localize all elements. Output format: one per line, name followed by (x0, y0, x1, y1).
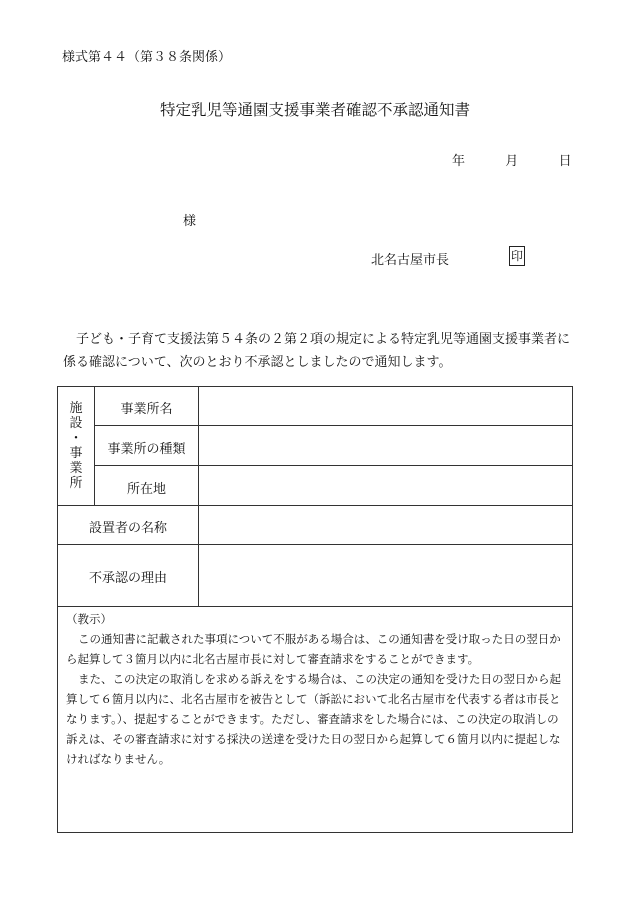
group-char: 業 (69, 461, 83, 476)
facility-office-group-label (58, 387, 94, 505)
row-divider (58, 606, 573, 607)
seal-mark: 印 (509, 246, 525, 266)
form-number: 様式第４４（第３８条関係） (62, 50, 232, 65)
label-divider (198, 387, 199, 606)
year-label: 年 (452, 154, 466, 169)
group-char: 所 (69, 476, 83, 491)
group-char: 設 (69, 416, 83, 431)
location-label: 所在地 (126, 482, 166, 497)
notice-paragraph: また、この決定の取消しを求める訴えをする場合は、この決定の通知を受けた日の翌日から起算して６箇月以内に、北名古屋市を被告として（訴訟において北名古屋市を代表する者は市長となります。）、提起することができます。ただし、審査請求をした場合には、この決定の取消しの訴えは、その審査請求に対する採決の送達を受けた日の翌日から起算して６箇月以内に提起しなければなりません。 (66, 672, 561, 766)
establisher-name-label: 設置者の名称 (88, 521, 167, 536)
document-title: 特定乳児等通園支援事業者確認不承認通知書 (159, 101, 470, 119)
notice-paragraph: この通知書に記載された事項について不服がある場合は、この通知書を受け取った日の翌日から起算して３箇月以内に北名古屋市長に対して審査請求をすることができます。 (66, 632, 561, 666)
rejection-reason-label: 不承認の理由 (88, 571, 167, 586)
row-divider (94, 425, 573, 426)
addressee-suffix: 様 (183, 214, 197, 229)
month-label: 月 (505, 154, 519, 169)
row-divider (58, 505, 573, 506)
row-divider (94, 465, 573, 466)
day-label: 日 (558, 154, 572, 169)
body-text: 子ども・子育て支援法第５４条の２第２項の規定による特定乳児等通園支援事業者に係る確認について、次のとおり不承認としましたので通知します。 (63, 332, 571, 370)
group-char: ・ (69, 431, 83, 446)
details-table (57, 386, 573, 833)
group-char: 施 (69, 401, 83, 416)
office-name-label: 事業所名 (120, 402, 173, 417)
date-line (452, 150, 578, 169)
appeal-notice (66, 609, 566, 769)
group-char: 事 (69, 446, 83, 461)
office-type-label: 事業所の種類 (107, 442, 186, 457)
issuer-name: 北名古屋市長 (371, 253, 450, 268)
notice-heading: （教示） (66, 612, 112, 626)
row-divider (58, 544, 573, 545)
